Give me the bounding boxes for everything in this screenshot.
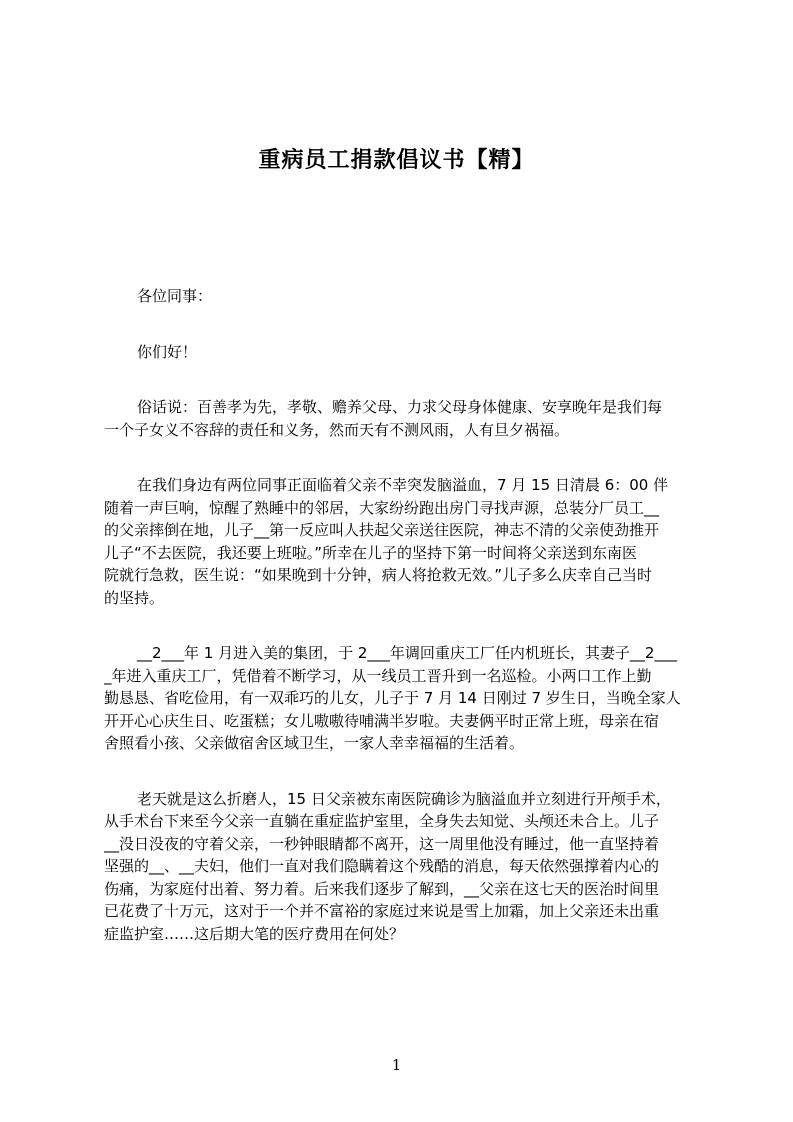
paragraph-line: 老天就是这么折磨人，15 日父亲被东南医院确诊为脑溢血并立刻进行开颅手术，	[137, 789, 671, 808]
paragraph-line: 在我们身边有两位同事正面临着父亲不幸突发脑溢血，7 月 15 日清晨 6：00 伴	[137, 476, 669, 494]
paragraph-line: 随着一声巨响，惊醒了熟睡中的邻居，大家纷纷跑出房门寻找声源，总装分厂员工__	[104, 498, 660, 517]
paragraph-line: __没日没夜的守着父亲，一秒钟眼睛都不离开，这一周里他没有睡过，他一直坚持着	[104, 834, 660, 853]
document-body	[104, 285, 700, 978]
hello-line: 你们好！	[137, 342, 198, 361]
paragraph-2	[104, 474, 700, 609]
paragraph-line: 坚强的__、__夫妇，他们一直对我们隐瞒着这个残酷的消息，每天依然强撑着内心的	[104, 857, 660, 875]
paragraph-line: 伤痛，为家庭付出着、努力着。后来我们逐步了解到，__父亲在这七天的医治时间里	[104, 879, 660, 898]
greeting: 各位同事：	[137, 287, 213, 305]
paragraph-line: 已花费了十万元，这对于一个并不富裕的家庭过来说是雪上加霜，加上父亲还未出重	[104, 902, 660, 920]
paragraph-line: 勤恳恳、省吃俭用，有一双乖巧的儿女，儿子于 7 月 14 日刚过 7 岁生日，当晚全家人	[104, 689, 681, 707]
paragraph-line: 的坚持。	[104, 588, 165, 607]
paragraph-line: 从手术台下来至今父亲一直躺在重症监护室里，全身失去知觉、头颅还未合上。儿子	[104, 812, 660, 830]
paragraph-line: 院就行急救，医生说：“如果晚到十分钟，病人将抢救无效。”儿子多么庆幸自己当时	[104, 566, 653, 584]
paragraph-4	[104, 788, 700, 946]
paragraph-line: 舍照看小孩、父亲做宿舍区域卫生，一家人幸幸福福的生活着。	[104, 734, 525, 752]
paragraph-line: 儿子“不去医院，我还要上班啦。”所幸在儿子的坚持下第一时间将父亲送到东南医	[104, 543, 638, 562]
paragraph-line: 的父亲摔倒在地，儿子__第一反应叫人扶起父亲送往医院，神志不清的父亲使劲推开	[104, 521, 660, 539]
paragraph-3	[104, 642, 700, 755]
paragraph-line: 俗话说：百善孝为先，孝敬、赡养父母、力求父母身体健康、安享晚年是我们每	[137, 398, 663, 416]
paragraph-1	[104, 396, 700, 441]
paragraph-line: __2___年 1 月进入美的集团，于 2___年调回重庆工厂任内机班长，其妻子__2___	[137, 644, 677, 662]
document-title: 重病员工捐款倡议书【精】	[258, 148, 535, 173]
paragraph-line: 一个子女义不容辞的责任和义务，然而天有不测风雨，人有旦夕祸福。	[104, 420, 570, 439]
page-number: 1	[391, 1056, 402, 1074]
paragraph-line: 症监护室……这后期大笔的医疗费用在何处？	[104, 924, 405, 943]
paragraph-line: _年进入重庆工厂，凭借着不断学习，从一线员工晋升到一名巡检。小两口工作上勤	[104, 666, 652, 685]
paragraph-line: 开开心心庆生日、吃蛋糕；女儿嗷嗷待哺满半岁啦。夫妻俩平时正常上班，母亲在宿	[104, 711, 660, 730]
